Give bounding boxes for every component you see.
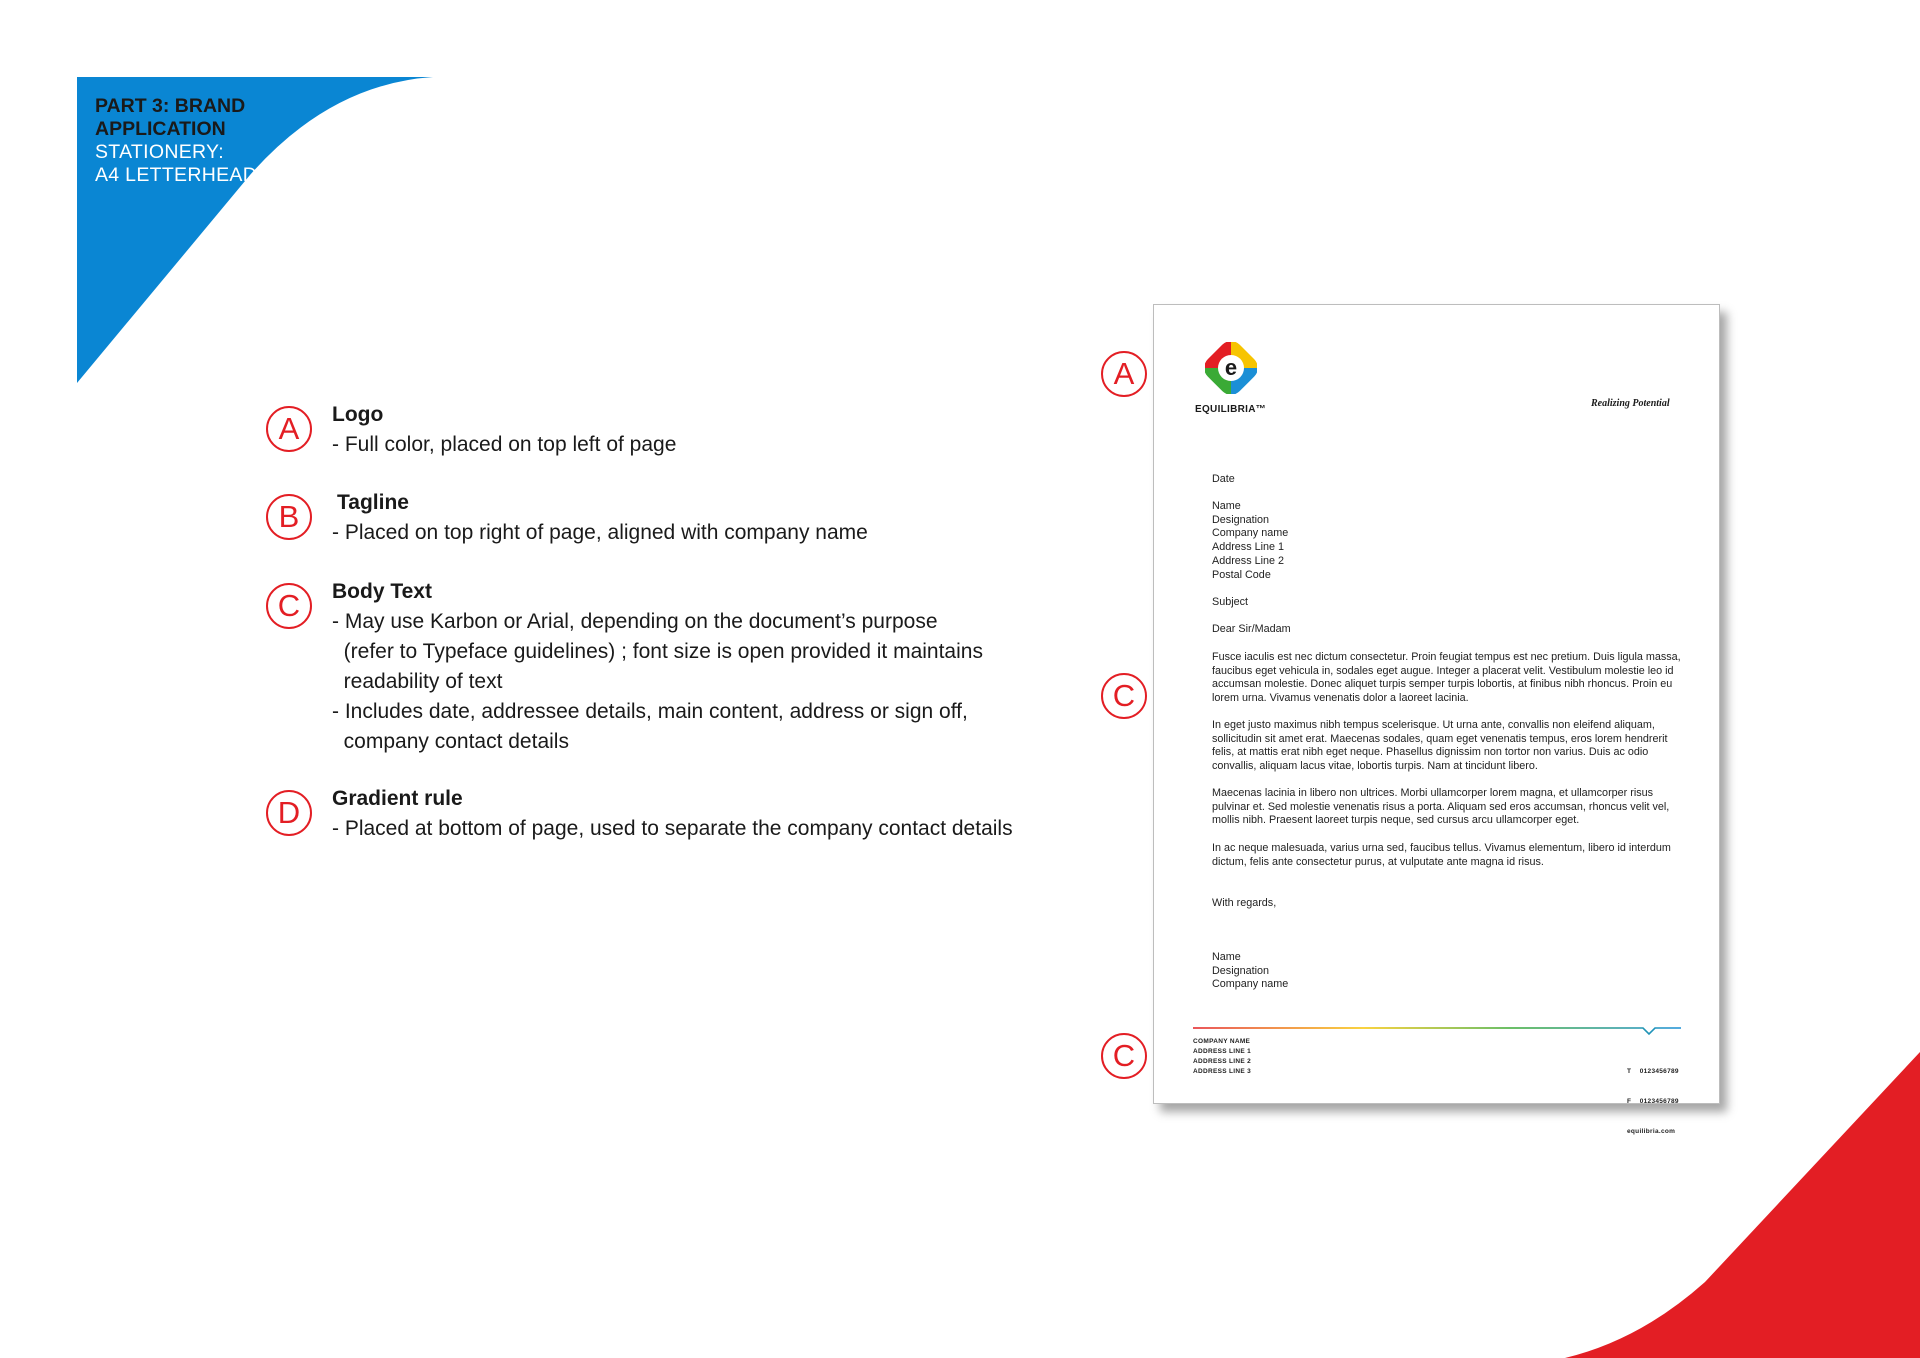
letter-salutation: Dear Sir/Madam	[1212, 623, 1291, 635]
legend-item-body-text	[266, 577, 1066, 784]
legend-title: Logo	[332, 403, 384, 426]
footer-contact	[1627, 1047, 1679, 1157]
marker-b-icon: B	[266, 494, 312, 540]
footer-line: COMPANY NAME	[1193, 1038, 1251, 1045]
body-paragraph: In ac neque malesuada, varius urna sed, faucibus tellus. Vivamus elementum, libero id interdum dictum, felis ante consectetur purus, at vulputate ante magna id risus.	[1212, 842, 1671, 868]
legend-description: (refer to Typeface guidelines) ; font size is open provided it maintains	[332, 640, 983, 663]
body-paragraph: In eget justo maximus nibh tempus scelerisque. Ut urna ante, convallis non eleifend aliquam, sollicitudin sit amet erat. Maecenas sodales, quam eget venenatis tempus, eros lorem hendrerit felis, at mattis erat nibh eget neque. Phasellus dignissim non tortor non varius. Duis ac odio convallis, aliquam lacus vitae, lobortis turpis. Nam at tincidunt libero.	[1212, 719, 1668, 773]
section-title-line1: STATIONERY:	[95, 141, 224, 163]
legend-description: company contact details	[332, 730, 569, 753]
part-title-line2: APPLICATION	[95, 118, 226, 140]
signature-line: Name	[1212, 951, 1241, 963]
footer-line: ADDRESS LINE 3	[1193, 1068, 1252, 1075]
legend-description: - Includes date, addressee details, main content, address or sign off,	[332, 700, 968, 723]
letter-closing: With regards,	[1212, 897, 1277, 909]
signature-block	[1212, 951, 1288, 992]
footer-line: T 0123456789	[1627, 1068, 1679, 1075]
letter-date: Date	[1212, 473, 1235, 485]
svg-text:e: e	[1224, 355, 1238, 380]
legend-description: - Placed on top right of page, aligned with company name	[332, 521, 868, 544]
address-line: Postal Code	[1212, 568, 1271, 581]
legend-list	[266, 400, 1066, 854]
legend-description: - Placed at bottom of page, used to separate the company contact details	[332, 817, 1013, 840]
letterhead-preview	[1153, 304, 1720, 1135]
equilibria-logo-icon	[1205, 342, 1257, 394]
marker-a-icon: A	[266, 406, 312, 452]
company-name: EQUILIBRIA™	[1195, 404, 1267, 415]
legend-item-tagline	[266, 488, 1066, 577]
legend-item-gradient-rule	[266, 784, 1066, 854]
legend-title: Body Text	[332, 580, 432, 603]
letter-subject: Subject	[1212, 596, 1249, 608]
section-title-line2: A4 LETTERHEAD	[95, 164, 258, 186]
footer-line: ADDRESS LINE 2	[1193, 1058, 1252, 1065]
body-paragraph: Maecenas lacinia in libero non ultrices. Morbi ullamcorper lorem magna, et ullamcorper risus pulvinar et. Sed molestie venenatis risus a porta. Aliquam sed eros accumsan, rhoncus velit vel, mollis nibh. Praesent laoreet turpis neque, sed cursus arcu ullamcorper eget.	[1212, 787, 1670, 827]
legend-description: - Full color, placed on top left of page	[332, 433, 677, 456]
part-title-line1: PART 3: BRAND	[95, 95, 246, 117]
address-line: Address Line 1	[1212, 541, 1285, 554]
address-line: Company name	[1212, 527, 1289, 540]
legend-title: Tagline	[337, 491, 409, 514]
footer-line: ADDRESS LINE 1	[1193, 1048, 1252, 1055]
marker-a-icon: A	[1101, 351, 1147, 397]
body-paragraph: Fusce iaculis est nec dictum consectetur. Proin feugiat tempus est nec pretium. Duis ligula massa, faucibus eget vehicula in, sodales eget augue. Integer a placerat velit. Vestibulum molestie leo id accumsan molestie. Donec aliquet turpis semper turpis lobortis, at finibus nibh rhoncus. Proin eu lorem urna. Vivamus venenatis dolor a laoreet lacinia.	[1212, 651, 1681, 705]
signature-line: Designation	[1212, 964, 1270, 977]
address-line: Address Line 2	[1212, 554, 1285, 567]
address-block	[1212, 500, 1288, 582]
marker-c-icon: C	[266, 583, 312, 629]
footer-line: F 0123456789	[1627, 1098, 1679, 1105]
section-header	[95, 95, 257, 187]
signature-line: Company name	[1212, 978, 1289, 991]
tagline: Realizing Potential	[1591, 398, 1670, 409]
footer-address	[1193, 1037, 1251, 1077]
gradient-rule	[1193, 1026, 1681, 1038]
legend-title: Gradient rule	[332, 787, 463, 810]
legend-description: readability of text	[332, 670, 503, 693]
address-line: Designation	[1212, 513, 1270, 526]
legend-description: - May use Karbon or Arial, depending on the document’s purpose	[332, 610, 938, 633]
marker-d-icon: D	[266, 790, 312, 836]
footer-line: equilibria.com	[1627, 1128, 1676, 1135]
marker-c-icon: C	[1101, 1033, 1147, 1079]
legend-item-logo	[266, 400, 1066, 488]
marker-c-icon: C	[1101, 673, 1147, 719]
address-line: Name	[1212, 500, 1241, 512]
